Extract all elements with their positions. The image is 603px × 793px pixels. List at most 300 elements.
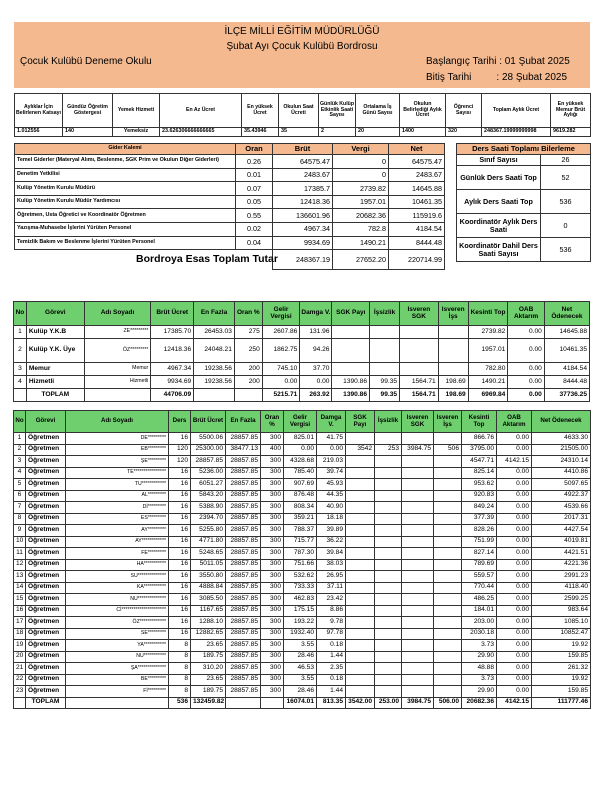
param-value: 140 (63, 128, 113, 137)
management_table-total-cell (234, 389, 262, 402)
management_table-cell (438, 339, 468, 363)
teacher_table-cell: 2991.23 (532, 571, 591, 583)
teacher_table-cell: 219.03 (317, 456, 346, 468)
expense-vergi: 1490.21 (333, 236, 389, 250)
teacher_table-cell (402, 628, 434, 640)
teacher_table-cell: 300 (261, 651, 284, 663)
teacher_table-cell (346, 605, 375, 617)
teacher_table-cell: KA*********** (66, 582, 169, 594)
teacher_table-cell (346, 513, 375, 525)
management_table-cell (332, 326, 370, 339)
management_table-cell: ÖZ********* (84, 339, 151, 363)
teacher_table-cell: NU************** (66, 594, 169, 606)
teacher_table-cell: 28857.85 (226, 513, 261, 525)
expense-net: 64575.47 (389, 155, 445, 169)
teacher_table-cell (375, 686, 402, 698)
teacher_table-cell: 46.53 (284, 663, 317, 675)
teacher_table-cell (375, 490, 402, 502)
teacher_table-cell: 0.00 (497, 571, 532, 583)
management_table-col-header: Kesinti Top (468, 302, 508, 326)
teacher_table-cell: 876.48 (284, 490, 317, 502)
teacher_table-col-header: Gelir Vergisi (284, 411, 317, 433)
teacher_table-cell: Öğretmen (26, 467, 66, 479)
teacher_table-cell: 29.90 (462, 686, 497, 698)
teacher_table-cell: 1 (14, 433, 26, 445)
teacher_table-cell (402, 640, 434, 652)
teacher_table-cell: 0.00 (497, 433, 532, 445)
teacher_table-cell (434, 559, 462, 571)
management-header-row (14, 302, 590, 326)
teacher_table-row (14, 640, 591, 652)
expense-total-vergi: 27652.20 (333, 250, 389, 270)
management_table-total-cell: TOPLAM (26, 389, 84, 402)
management_table-col-header: Oran % (234, 302, 262, 326)
teacher_table-cell (375, 651, 402, 663)
teacher_table-cell: 0.00 (497, 628, 532, 640)
teacher_table-cell: 0.00 (497, 513, 532, 525)
param-value: 1.012556 (15, 128, 63, 137)
teacher_table-cell (434, 617, 462, 629)
teacher_table-cell: 203.00 (462, 617, 497, 629)
teacher_table-cell: 0.00 (497, 490, 532, 502)
teacher_table-cell: 300 (261, 582, 284, 594)
teacher_table-cell: 28857.85 (226, 663, 261, 675)
teacher_table-cell: AY********* (66, 525, 169, 537)
expense-rate: 0.07 (236, 182, 273, 196)
teacher_table-total-cell: 536 (169, 697, 191, 709)
teacher_table-cell: 45.93 (317, 479, 346, 491)
expense-vergi: 0 (333, 155, 389, 169)
teacher_table-cell: 29.90 (462, 651, 497, 663)
teacher_table-cell (434, 674, 462, 686)
teacher_table-cell: 4771.80 (191, 536, 226, 548)
teacher_table-cell: 486.25 (462, 594, 497, 606)
teacher_table-cell (346, 663, 375, 675)
teacher_table-cell: Öğretmen (26, 490, 66, 502)
param-value: 35.43946 (242, 128, 279, 137)
expense-net: 4184.54 (389, 222, 445, 236)
teacher_table-cell: 300 (261, 628, 284, 640)
management_table-cell: 3 (14, 363, 27, 376)
parameters-table (14, 93, 591, 137)
teacher_table-cell: 2394.70 (191, 513, 226, 525)
teacher_table-cell: NU*********** (66, 651, 169, 663)
param-header: Okulun Belirlediği Aylık Ücret (400, 94, 446, 128)
management_table-cell: 4 (14, 376, 27, 389)
teacher_table-row (14, 444, 591, 456)
teacher_table-cell: Öğretmen (26, 444, 66, 456)
param-header: Aylıklar İçin Belirlenen Katsayı (15, 94, 63, 128)
teacher_table-cell: 359.21 (284, 513, 317, 525)
teacher_table-cell: 11 (14, 548, 26, 560)
teacher_table-cell: 12 (14, 559, 26, 571)
teacher_table-cell (434, 571, 462, 583)
teacher_table-cell: 4142.15 (497, 456, 532, 468)
expense-total-net: 220714.99 (389, 250, 445, 270)
teacher_table-row (14, 686, 591, 698)
teacher_table-cell: 825.01 (284, 433, 317, 445)
teacher_table-cell: Öğretmen (26, 594, 66, 606)
teacher_table-cell: 8 (169, 651, 191, 663)
teacher_table-cell: Öğretmen (26, 686, 66, 698)
teacher_table-cell: 19 (14, 640, 26, 652)
teacher_table-cell (346, 571, 375, 583)
teacher_table-cell (375, 628, 402, 640)
management_table-cell (370, 339, 400, 363)
teacher_table-cell: 0.00 (497, 605, 532, 617)
teacher_table-cell: 120 (169, 444, 191, 456)
teacher_table-cell (346, 548, 375, 560)
teacher_table-row (14, 548, 591, 560)
teacher_table-cell (434, 536, 462, 548)
lesson-hours-label: Koordinatör Dahil Ders Saati Sayısı (457, 238, 541, 262)
teacher-payroll-table (13, 410, 591, 709)
param-value: 20 (356, 128, 400, 137)
teacher_table-cell (402, 502, 434, 514)
teacher_table-cell (434, 490, 462, 502)
teacher_table-cell: 300 (261, 640, 284, 652)
management_table-cell: 26453.03 (194, 326, 235, 339)
teacher_table-total-cell: 132459.82 (191, 697, 226, 709)
teacher_table-cell (375, 571, 402, 583)
teacher_table-cell: 0.00 (497, 444, 532, 456)
management_table-col-header: Damga V. (300, 302, 332, 326)
teacher_table-cell: 28857.85 (226, 490, 261, 502)
management_table-total-cell: 1564.71 (400, 389, 439, 402)
teacher_table-cell: 770.44 (462, 582, 497, 594)
management_table-cell: 17385.70 (151, 326, 194, 339)
teacher_table-cell: Öğretmen (26, 502, 66, 514)
param-value: 2 (319, 128, 356, 137)
teacher_table-cell: 300 (261, 674, 284, 686)
teacher_table-cell (375, 559, 402, 571)
management_table-cell (438, 326, 468, 339)
teacher_table-cell: 189.75 (191, 651, 226, 663)
teacher_table-cell: 16 (169, 536, 191, 548)
management_table-cell: 2 (14, 339, 27, 363)
teacher_table-col-header: Ders (169, 411, 191, 433)
teacher_table-cell: 16 (169, 559, 191, 571)
management_table-col-header: OAB Aktarım (508, 302, 544, 326)
teacher_table-cell: 1085.10 (532, 617, 591, 629)
teacher_table-cell: 175.15 (284, 605, 317, 617)
teacher_table-total-cell: 253.00 (375, 697, 402, 709)
teacher_table-cell: 4 (14, 467, 26, 479)
teacher_table-cell (434, 479, 462, 491)
management_table-cell: 0.00 (508, 363, 544, 376)
management_table-cell: 275 (234, 326, 262, 339)
teacher_table-cell: 733.33 (284, 582, 317, 594)
teacher_table-cell: 5097.65 (532, 479, 591, 491)
teacher_table-cell: 2030.18 (462, 628, 497, 640)
teacher_table-cell: 37.11 (317, 582, 346, 594)
teacher_table-cell: ŞA************** (66, 663, 169, 675)
expense-brut: 9934.69 (273, 236, 333, 250)
teacher_table-cell (434, 467, 462, 479)
management_table-cell: 4184.54 (544, 363, 589, 376)
teacher_table-cell: 19.92 (532, 674, 591, 686)
expense-table (14, 143, 445, 270)
teacher_table-cell: 2599.25 (532, 594, 591, 606)
teacher_table-cell: Öğretmen (26, 479, 66, 491)
teacher_table-cell: 4539.66 (532, 502, 591, 514)
teacher_table-cell: 4547.71 (462, 456, 497, 468)
management_table-row (14, 326, 590, 339)
teacher_table-cell: 28857.85 (226, 674, 261, 686)
teacher_table-cell: 120 (169, 456, 191, 468)
teacher_table-cell: 5388.90 (191, 502, 226, 514)
teacher_table-cell: 193.22 (284, 617, 317, 629)
expense-col-tax: Vergi (333, 144, 389, 155)
teacher_table-cell (346, 594, 375, 606)
teacher_table-cell (375, 479, 402, 491)
teacher_table-cell: 559.57 (462, 571, 497, 583)
teacher_table-cell: 16 (169, 594, 191, 606)
teacher_table-cell: 39.74 (317, 467, 346, 479)
teacher_table-cell: 953.62 (462, 479, 497, 491)
expense-col-rate: Oran (236, 144, 273, 155)
teacher_table-cell: 21 (14, 663, 26, 675)
teacher_table-cell: 3.73 (462, 640, 497, 652)
teacher_table-cell: 28857.85 (226, 686, 261, 698)
management_table-cell: 19238.56 (194, 376, 235, 389)
teacher_table-cell: 184.01 (462, 605, 497, 617)
lesson-hours-value: 0 (541, 214, 591, 238)
teacher_table-cell: 4922.37 (532, 490, 591, 502)
teacher_table-cell (346, 502, 375, 514)
teacher_table-cell (346, 467, 375, 479)
teacher_table-cell: ES********* (66, 513, 169, 525)
teacher_table-cell (402, 559, 434, 571)
management_table-col-header: SGK Payı (332, 302, 370, 326)
teacher_table-cell: 462.83 (284, 594, 317, 606)
end-date: Bitiş Tarihi : 28 Şubat 2025 (426, 72, 568, 83)
teacher_table-cell: 159.85 (532, 651, 591, 663)
teacher_table-cell (434, 525, 462, 537)
teacher_table-cell: 48.88 (462, 663, 497, 675)
teacher_table-row (14, 536, 591, 548)
teacher_table-cell: SU************** (66, 571, 169, 583)
management_table-cell: 99.35 (370, 376, 400, 389)
management_table-total-cell: 5215.71 (262, 389, 300, 402)
teacher_table-cell: Öğretmen (26, 548, 66, 560)
teacher_table-cell: 16 (14, 605, 26, 617)
teacher_table-cell (434, 628, 462, 640)
teacher_table-cell (402, 686, 434, 698)
teacher_table-cell: 0.00 (497, 467, 532, 479)
teacher_table-total-cell: 111777.46 (532, 697, 591, 709)
teacher_table-cell: 6 (14, 490, 26, 502)
teacher_table-cell (346, 525, 375, 537)
teacher_table-col-header: Damga V. (317, 411, 346, 433)
teacher_table-cell: 39.89 (317, 525, 346, 537)
teacher_table-cell: 28857.85 (226, 559, 261, 571)
expense-vergi: 2739.82 (333, 182, 389, 196)
teacher_table-cell (402, 525, 434, 537)
teacher_table-row (14, 651, 591, 663)
teacher_table-cell: 0.00 (497, 536, 532, 548)
teacher_table-cell (402, 617, 434, 629)
report-title: Şubat Ayı Çocuk Kulübü Bordrosu (226, 41, 378, 52)
expense-row (15, 155, 445, 169)
teacher_table-col-header: OAB Aktarım (497, 411, 532, 433)
teacher_table-cell: 28857.85 (226, 582, 261, 594)
teacher_table-cell: Cİ********************** (66, 605, 169, 617)
start-date: Başlangıç Tarihi : 01 Şubat 2025 (426, 56, 570, 67)
teacher_table-cell: 0.00 (497, 640, 532, 652)
teacher_table-cell: 16 (169, 605, 191, 617)
management_table-cell: 1490.21 (468, 376, 508, 389)
management_table-total-cell: 6969.84 (468, 389, 508, 402)
teacher_table-row (14, 663, 591, 675)
teacher_table-cell: 751.66 (284, 559, 317, 571)
management_table-cell: 782.80 (468, 363, 508, 376)
teacher_table-cell: 300 (261, 663, 284, 675)
teacher_table-cell: SE********* (66, 628, 169, 640)
management_table-cell: Hizmetli (26, 376, 84, 389)
teacher_table-cell: 41.75 (317, 433, 346, 445)
teacher_table-cell: 4888.84 (191, 582, 226, 594)
teacher_table-cell: 300 (261, 490, 284, 502)
teacher_table-cell: 1.44 (317, 651, 346, 663)
teacher_table-cell (375, 548, 402, 560)
management_table-total-cell: 99.35 (370, 389, 400, 402)
teacher_table-cell: 2 (14, 444, 26, 456)
management_table-cell: 37.70 (300, 363, 332, 376)
teacher_table-total-cell: 20682.36 (462, 697, 497, 709)
teacher_table-cell: 18 (14, 628, 26, 640)
expense-rate: 0.04 (236, 236, 273, 250)
management_table-total-cell: 1390.86 (332, 389, 370, 402)
expense-vergi: 0 (333, 168, 389, 182)
teacher_table-cell: 300 (261, 467, 284, 479)
teacher_table-cell: 97.78 (317, 628, 346, 640)
teacher_table-cell (346, 490, 375, 502)
expense-row (15, 209, 445, 223)
teacher_table-col-header: Isveren SGK (402, 411, 434, 433)
teacher_table-cell: 10852.47 (532, 628, 591, 640)
management_table-cell: 12418.36 (151, 339, 194, 363)
management_table-cell (332, 339, 370, 363)
teacher_table-cell: 16 (169, 479, 191, 491)
teacher_table-cell: 10 (14, 536, 26, 548)
teacher_table-cell (434, 513, 462, 525)
teacher_table-cell: 28857.85 (226, 433, 261, 445)
teacher_table-cell: 5011.05 (191, 559, 226, 571)
expense-net: 115919.6 (389, 209, 445, 223)
teacher_table-cell: 28857.85 (226, 617, 261, 629)
teacher_table-cell: 3542 (346, 444, 375, 456)
teacher_table-cell: 8 (169, 640, 191, 652)
teacher_table-col-header: En Fazla (226, 411, 261, 433)
teacher_table-cell: 28857.85 (226, 571, 261, 583)
teacher_table-row (14, 502, 591, 514)
teacher_table-cell: 300 (261, 686, 284, 698)
teacher_table-cell: 0.00 (497, 559, 532, 571)
teacher_table-cell: 28857.85 (226, 548, 261, 560)
teacher_table-cell: Öğretmen (26, 525, 66, 537)
lesson-hours-value: 26 (541, 155, 591, 166)
teacher_table-cell: 808.34 (284, 502, 317, 514)
teacher_table-cell: 0.00 (497, 663, 532, 675)
teacher_table-cell: 827.14 (462, 548, 497, 560)
lesson-hours-row (457, 214, 591, 238)
teacher_table-cell: 787.30 (284, 548, 317, 560)
teacher_table-cell: 1932.40 (284, 628, 317, 640)
teacher_table-cell: 715.77 (284, 536, 317, 548)
teacher_table-cell: 920.83 (462, 490, 497, 502)
teacher_table-cell (375, 456, 402, 468)
expense-header-row (15, 144, 445, 155)
teacher_table-cell: 300 (261, 594, 284, 606)
teacher_table-cell: 28857.85 (226, 605, 261, 617)
teacher_table-cell (346, 617, 375, 629)
teacher_table-cell: BE********* (66, 674, 169, 686)
teacher_table-row (14, 617, 591, 629)
expense-item: Temel Giderler (Materyal Alımı, Beslenme, SGK Prim ve Okulun Diğer Giderleri) (15, 155, 236, 169)
teacher_table-cell: 828.26 (462, 525, 497, 537)
management_table-cell: 0.00 (300, 376, 332, 389)
expense-item: Yazışma-Muhasebe İşlerini Yürüten Personel (15, 222, 236, 236)
teacher_table-cell: 300 (261, 525, 284, 537)
teacher_table-cell (434, 651, 462, 663)
teacher_table-cell (375, 674, 402, 686)
payroll-total-label: Bordroya Esas Toplam Tutar (136, 253, 278, 265)
teacher_table-cell: 3085.50 (191, 594, 226, 606)
teacher_table-cell: 300 (261, 605, 284, 617)
expense-vergi: 1957.01 (333, 195, 389, 209)
teacher_table-cell: 16 (169, 548, 191, 560)
management_table-total-cell (84, 389, 151, 402)
teacher_table-cell (434, 456, 462, 468)
teacher_table-col-header: İşsizlik (375, 411, 402, 433)
teacher_table-cell: Öğretmen (26, 456, 66, 468)
teacher_table-cell: 23 (14, 686, 26, 698)
teacher_table-total-cell: 3984.75 (402, 697, 434, 709)
management_table-cell: 200 (234, 363, 262, 376)
parameters-header-row (15, 94, 591, 128)
teacher_table-cell: 9 (14, 525, 26, 537)
management_table-row (14, 339, 590, 363)
management_table-cell: 4967.34 (151, 363, 194, 376)
management_table-row (14, 363, 590, 376)
teacher_table-cell: 300 (261, 571, 284, 583)
teacher_table-cell: Öğretmen (26, 674, 66, 686)
teacher_table-cell (346, 433, 375, 445)
teacher_table-cell: 849.24 (462, 502, 497, 514)
management_table-cell: 1957.01 (468, 339, 508, 363)
teacher_table-cell: ŞE********* (66, 456, 169, 468)
param-value: 9619.282 (551, 128, 591, 137)
teacher_table-cell (434, 594, 462, 606)
teacher_table-cell: 28.46 (284, 651, 317, 663)
management_table-cell: 1862.75 (262, 339, 300, 363)
teacher_table-cell: 300 (261, 513, 284, 525)
teacher_table-cell: 866.76 (462, 433, 497, 445)
expense-rate: 0.01 (236, 168, 273, 182)
management_table-total-cell: 44706.09 (151, 389, 194, 402)
teacher_table-cell (375, 617, 402, 629)
teacher_table-cell: 825.14 (462, 467, 497, 479)
teacher_table-cell: 28857.85 (226, 594, 261, 606)
teacher_table-cell: 4118.40 (532, 582, 591, 594)
management_table-col-header: İşsizlik (370, 302, 400, 326)
teacher_table-cell: TE**************** (66, 467, 169, 479)
teacher_table-col-header: No (14, 411, 26, 433)
teacher_table-col-header: Oran % (261, 411, 284, 433)
teacher_table-cell: 1167.65 (191, 605, 226, 617)
teacher_table-cell: 1288.10 (191, 617, 226, 629)
